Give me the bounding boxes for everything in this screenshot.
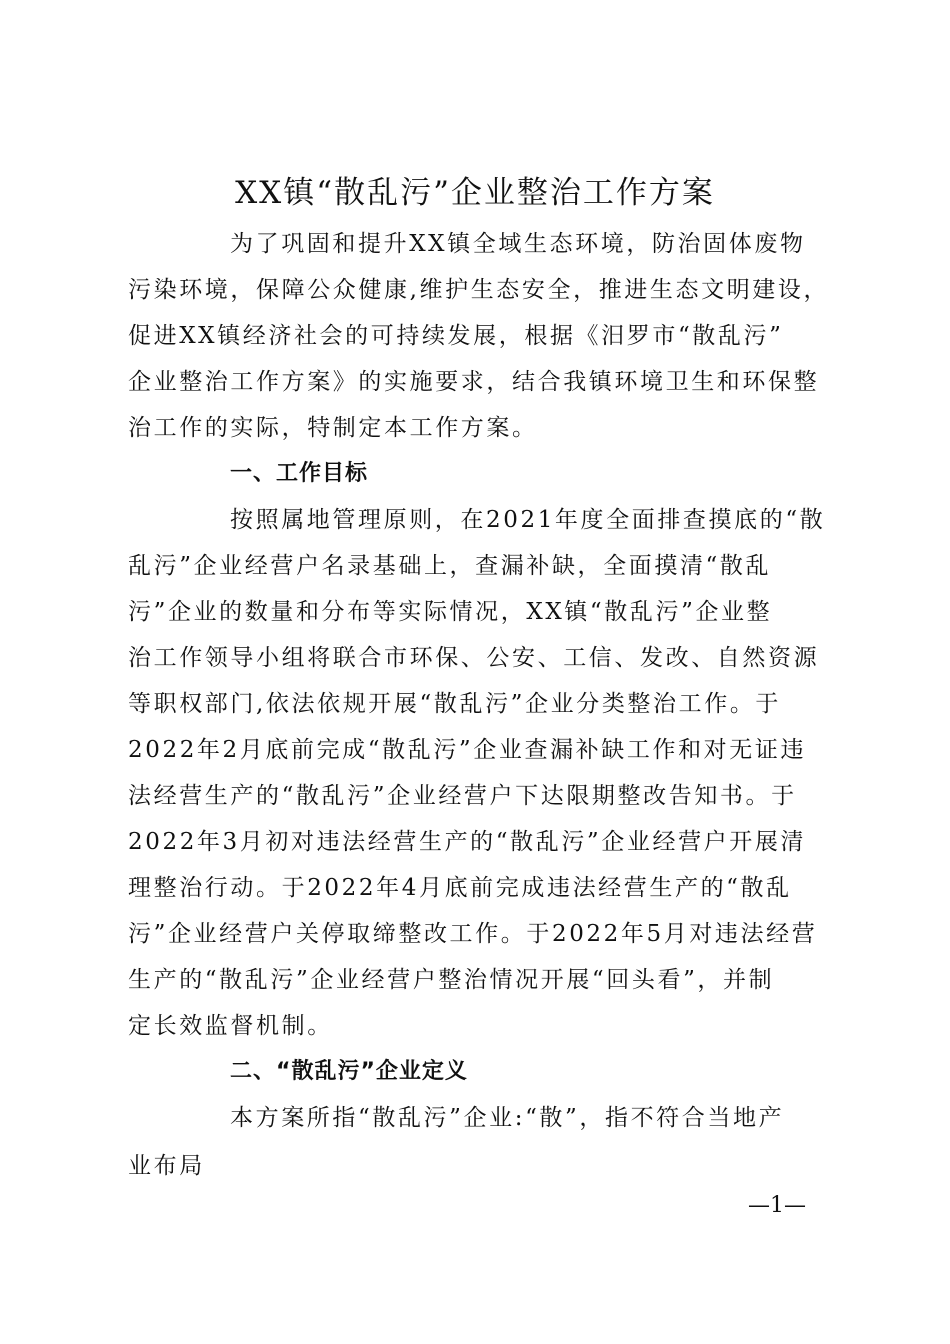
paragraph-line: 促进XX镇经济社会的可持续发展，根据《汨罗市“散乱污” bbox=[128, 323, 784, 349]
paragraph-line: 理整治行动。于2022年4月底前完成违法经营生产的“散乱 bbox=[128, 875, 792, 901]
paragraph-line: 企业整治工作方案》的实施要求，结合我镇环境卫生和环保整 bbox=[128, 369, 820, 395]
paragraph-line: 污染环境，保障公众健康,维护生态安全，推进生态文明建设， bbox=[128, 277, 830, 303]
paragraph-line: 等职权部门,依法依规开展“散乱污”企业分类整治工作。于 bbox=[128, 691, 782, 717]
section-heading-1: 一、工作目标 bbox=[230, 461, 369, 486]
paragraph-line: 业布局 bbox=[128, 1153, 205, 1179]
document-title: XX镇“散乱污”企业整治工作方案 bbox=[235, 175, 715, 211]
paragraph-line: 生产的“散乱污”企业经营户整治情况开展“回头看”，并制 bbox=[128, 967, 775, 993]
paragraph-line: 本方案所指“散乱污”企业:“散”，指不符合当地产 bbox=[230, 1105, 785, 1131]
paragraph-line: 为了巩固和提升XX镇全域生态环境，防治固体废物 bbox=[230, 231, 806, 257]
paragraph-line: 治工作领导小组将联合市环保、公安、工信、发改、自然资源 bbox=[128, 645, 820, 671]
paragraph-line: 乱污”企业经营户名录基础上，查漏补缺，全面摸清“散乱 bbox=[128, 553, 772, 579]
paragraph-line: 法经营生产的“散乱污”企业经营户下达限期整改告知书。于 bbox=[128, 783, 797, 809]
paragraph-line: 定长效监督机制。 bbox=[128, 1013, 333, 1039]
paragraph-line: 2022年3月初对违法经营生产的“散乱污”企业经营户开展清 bbox=[128, 829, 807, 855]
paragraph-line: 治工作的实际，特制定本工作方案。 bbox=[128, 415, 538, 441]
paragraph-line: 2022年2月底前完成“散乱污”企业查漏补缺工作和对无证违 bbox=[128, 737, 807, 763]
page-number: —1— bbox=[748, 1193, 806, 1218]
paragraph-line: 按照属地管理原则，在2021年度全面排查摸底的“散 bbox=[230, 507, 826, 533]
section-heading-2: 二、“散乱污”企业定义 bbox=[230, 1059, 468, 1084]
paragraph-line: 污”企业的数量和分布等实际情况，XX镇“散乱污”企业整 bbox=[128, 599, 773, 625]
paragraph-line: 污”企业经营户关停取缔整改工作。于2022年5月对违法经营 bbox=[128, 921, 818, 947]
